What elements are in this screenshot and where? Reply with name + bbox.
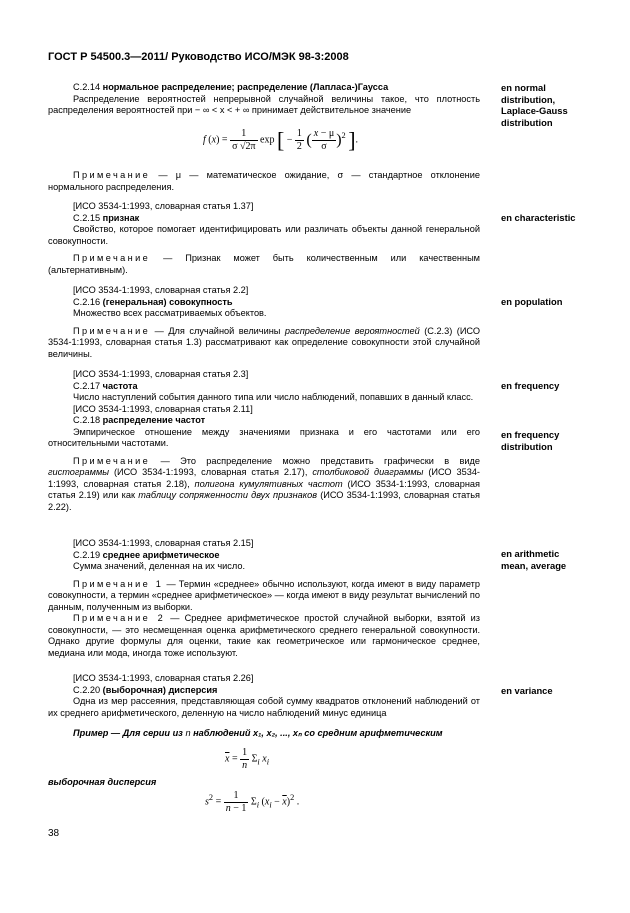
entry-number: С.2.19 [73, 549, 101, 560]
entry-english-term: en normal distribution, Laplace-Gauss distribution [501, 82, 568, 128]
entry-reference: [ИСО 3534-1:1993, словарная статья 2.2] [73, 285, 249, 295]
entry-number: С.2.15 [73, 212, 101, 223]
normal-pdf-formula: f (x) = $\frac{1}{\sigma √2\pi}$ exp [ − $\frac{1}{2}$ ( $\frac{x - \mu}{\sigma}$ )$^2$ ]. [203, 127, 359, 153]
entry-c214-note [48, 170, 480, 193]
entry-definition: Сумма значений, деленная на их число. [73, 561, 246, 571]
entry-english-term: en frequency distribution [501, 429, 560, 452]
page-number: 38 [48, 828, 60, 839]
entry-definition: Эмпирическое отношение между значениями признака и его частотами или его относительными частотами. [48, 426, 480, 448]
entry-term: (выборочная) дисперсия [102, 684, 218, 695]
note-label: Примечание [73, 325, 151, 336]
note-label: Примечание 2 [73, 613, 166, 623]
entry-term: нормальное распределение; распределение (Лапласа-)Гаусса [102, 82, 389, 92]
entry-reference: [ИСО 3534-1:1993, словарная статья 1.37] [73, 201, 254, 211]
note-text: — Признак может быть количественным или качественным (альтернативным). [48, 253, 480, 275]
entry-definition: Распределение вероятностей непрерывной случайной величины такое, что плотность распределения вероятностей при − ∞ < x < + ∞ принимает действительное значение [48, 93, 480, 115]
document-header: ГОСТ Р 54500.3—2011/ Руководство ИСО/МЭК 98-3:2008 [48, 51, 349, 63]
entry-number: С.2.16 [73, 296, 101, 307]
entry-term: признак [102, 212, 140, 223]
entry-reference: [ИСО 3534-1:1993, словарная статья 2.15] [73, 538, 254, 548]
note-label: Примечание [73, 170, 151, 180]
entry-definition: Число наступлений события данного типа или число наблюдений, попавших в данный класс. [73, 392, 474, 402]
entry-english-term: en frequency [501, 380, 560, 391]
entry-c220: [ИСО 3534-1:1993, словарная статья 2.26] С.2.20 (выборочная) дисперсия Одна из мер рассеяния, представляющая собой сумму квадратов отклонений наблюдений от их среднего арифметического, деленную на число наблюдений минус единица Пример — Для серии из n наблюдений x₁, x₂, ..., xₙ со средним арифметическим [48, 673, 480, 738]
entry-number: С.2.20 [73, 684, 101, 695]
entry-number: С.2.14 [73, 82, 101, 92]
entry-number: С.2.17 [73, 380, 101, 391]
note-text: — μ — математическое ожидание, σ — стандартное отклонение нормального распределения. [48, 170, 480, 192]
sample-variance-label: выборочная дисперсия [48, 777, 157, 787]
note-label: Примечание 1 [73, 578, 164, 589]
entry-definition: Свойство, которое помогает идентифицировать или различать объекты данной генеральной совокупности. [48, 224, 480, 246]
entry-definition: Одна из мер рассеяния, представляющая собой сумму квадратов отклонений наблюдений от их среднего арифметического, деленную на число наблюдений минус единица [48, 696, 480, 718]
entry-term: среднее арифметическое [102, 549, 220, 560]
entry-c219: [ИСО 3534-1:1993, словарная статья 2.15] С.2.19 среднее арифметическое Сумма значений, деленная на их число. Примечание 1 — Термин «среднее» обычно используют, когда имеют в виду параметр совокупности, а термин «среднее арифметическое» — когда имеют в виду результат вычислений по данным, полученным из выборки. Примечание 2 — Среднее арифметическое простой случайной выборки, взятой из совокупности, — это несмещенная оценка арифметического среднего генеральной совокупности. Однако другие формулы для оценки, такие как геометрическое или гармоническое среднее, медиана или мода, иногда тоже используют. [48, 538, 481, 658]
entry-english-term: en arithmetic mean, average [501, 548, 567, 571]
entry-english-term: en characteristic [501, 212, 576, 223]
entry-c215 [48, 201, 480, 276]
entry-reference: [ИСО 3534-1:1993, словарная статья 2.11] [73, 403, 253, 414]
entry-reference: [ИСО 3534-1:1993, словарная статья 2.3] [73, 369, 249, 379]
mean-formula: $\overline{x}$ = $\frac{1}{n}$ $\Sigma_i$ $x_i$ [225, 747, 270, 771]
note-label: Примечание [73, 253, 151, 263]
entry-term: распределение частот [102, 415, 206, 425]
entry-c214 [48, 82, 480, 117]
entry-reference: [ИСО 3534-1:1993, словарная статья 2.26] [73, 673, 254, 683]
entry-definition: Множество всех рассматриваемых объектов. [73, 308, 267, 318]
note-label: Примечание [73, 455, 151, 466]
entry-term: (генеральная) совокупность [102, 296, 233, 307]
entry-english-term: en population [501, 296, 563, 307]
entry-term: частота [102, 380, 138, 391]
entry-number: С.2.18 [73, 415, 101, 425]
variance-formula: $s^2$ = $\frac{1}{n - 1}$ $\Sigma_i$ $(x_i - \overline{x})^2$ . [205, 790, 300, 814]
entry-c216: [ИСО 3534-1:1993, словарная статья 2.2] С.2.16 (генеральная) совокупность Множество всех рассматриваемых объектов. Примечание — Для случайной величины распределение вероятностей (С.2.3) (ИСО 3534-1:1993, словарная статья 1.3) рассматривают как определение совокупности этой случайной величины. [48, 285, 480, 359]
entry-english-term: en variance [501, 685, 553, 696]
entry-c217: [ИСО 3534-1:1993, словарная статья 2.3] С.2.17 частота Число наступлений события данного типа или число наблюдений, попавших в данный класс. [ИСО 3534-1:1993, словарная статья 2.11] С.2.18 распределение частот Эмпирическое отношение между значениями признака и его частотами или его относительными частотами. Примечание — Это распределение можно представить графически в виде гистограммы (ИСО 3534-1:1993, словарная статья 2.17), столбиковой диаграммы (ИСО 3534-1:1993, словарная статья 2.18), полигона кумулятивных частот (ИСО 3534-1:1993, словарная статья 2.19) или как таблицу сопряженности двух признаков (ИСО 3534-1:1993, словарная статья 2.22). [48, 369, 481, 512]
